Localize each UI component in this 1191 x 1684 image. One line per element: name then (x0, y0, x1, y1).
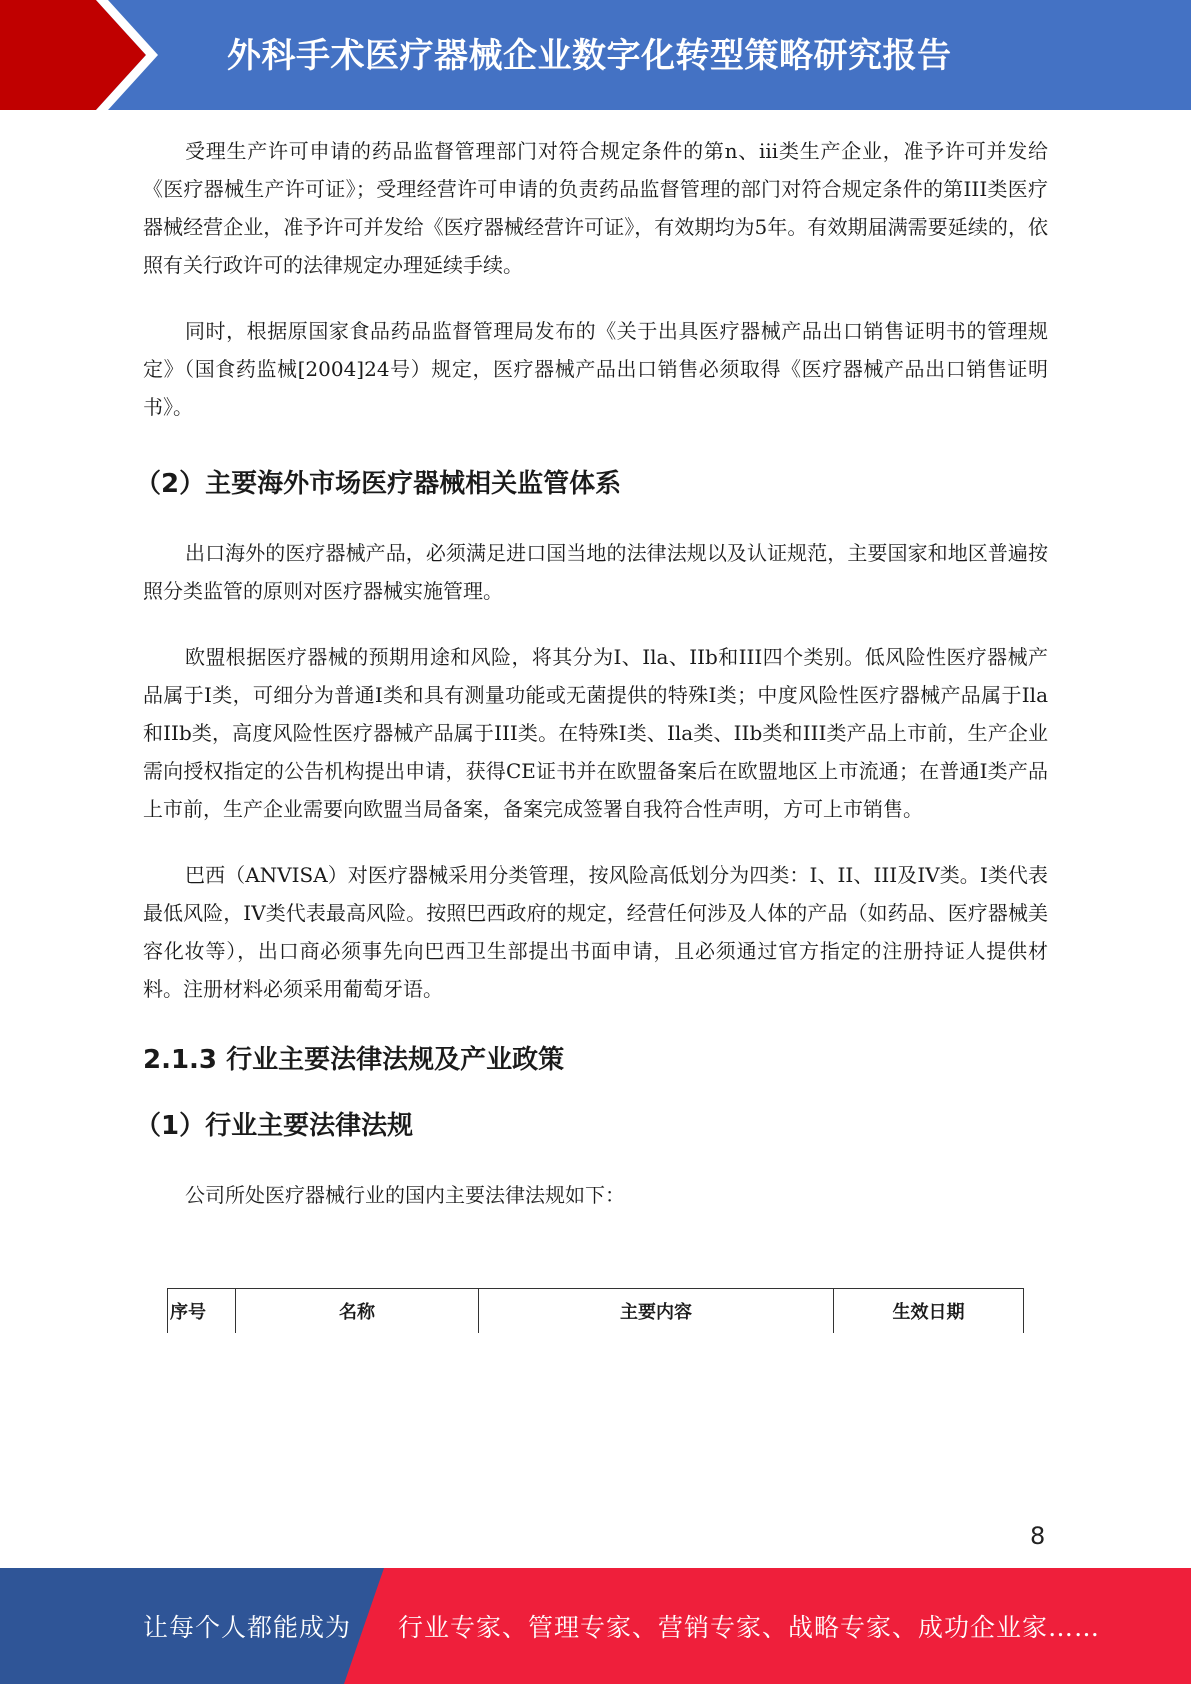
paragraph-export-certificate: 同时，根据原国家食品药品监督管理局发布的《关于出具医疗器械产品出口销售证明书的管理规定》（国食药监械[2004]24号）规定，医疗器械产品出口销售必须取得《医疗器械产品出口销售证明书》。 (143, 319, 1048, 419)
table-header-name: 名称 (235, 1289, 478, 1333)
paragraph-brazil-regulation: 巴西（ANVISA）对医疗器械采用分类管理，按风险高低划分为四类：I、II、III及IV类。I类代表最低风险，IV类代表最高风险。按照巴西政府的规定，经营任何涉及人体的产品（如药品、医疗器械美容化妆等），出口商必须事先向巴西卫生部提出书面申请，且必须通过官方指定的注册持证人提供材料。注册材料必须采用葡萄牙语。 (143, 863, 1048, 1001)
laws-table-header (167, 1288, 1024, 1333)
paragraph-eu-regulation: 欧盟根据医疗器械的预期用途和风险，将其分为I、Ila、IIb和III四个类别。低风险性医疗器械产品属于I类，可细分为普通I类和具有测量功能或无菌提供的特殊I类；中度风险性医疗器械产品属于Ila和IIb类，高度风险性医疗器械产品属于III类。在特殊I类、Ila类、IIb类和III类产品上市前，生产企业需向授权指定的公告机构提出申请，获得CE证书并在欧盟备案后在欧盟地区上市流通；在普通I类产品上市前，生产企业需要向欧盟当局备案，备案完成签署自我符合性声明，方可上市销售。 (143, 645, 1048, 821)
table-header-content: 主要内容 (478, 1289, 833, 1333)
paragraph-license: 受理生产许可申请的药品监督管理部门对符合规定条件的第n、iii类生产企业，准予许可并发给《医疗器械生产许可证》；受理经营许可申请的负责药品监督管理的部门对符合规定条件的第III类医疗器械经营企业，准予许可并发给《医疗器械经营许可证》，有效期均为5年。有效期届满需要延续的，依照有关行政许可的法律规定办理延续手续。 (143, 139, 1048, 277)
table-header-index: 序号 (167, 1289, 235, 1333)
paragraph-export-overview: 出口海外的医疗器械产品，必须满足进口国当地的法律法规以及认证规范，主要国家和地区普遍按照分类监管的原则对医疗器械实施管理。 (143, 541, 1048, 603)
table-header-effective-date: 生效日期 (833, 1289, 1024, 1333)
document-body (135, 132, 1048, 1242)
header-banner (0, 0, 1191, 110)
subheading-main-laws: （1）行业主要法律法规 (135, 1111, 414, 1141)
section-heading-laws-policies: 2.1.3 行业主要法律法规及产业政策 (143, 1045, 565, 1075)
page-number: 8 (1030, 1522, 1046, 1550)
footer-slogan-left: 让每个人都能成为 (143, 1613, 352, 1642)
footer-banner (0, 1568, 1191, 1684)
report-title: 外科手术医疗器械企业数字化转型策略研究报告 (227, 36, 952, 76)
subheading-overseas-regulation: （2）主要海外市场医疗器械相关监管体系 (135, 469, 622, 499)
paragraph-laws-intro: 公司所处医疗器械行业的国内主要法律法规如下： (185, 1183, 625, 1207)
footer-slogan-right: 行业专家、管理专家、营销专家、战略专家、成功企业家…… (398, 1613, 1101, 1642)
